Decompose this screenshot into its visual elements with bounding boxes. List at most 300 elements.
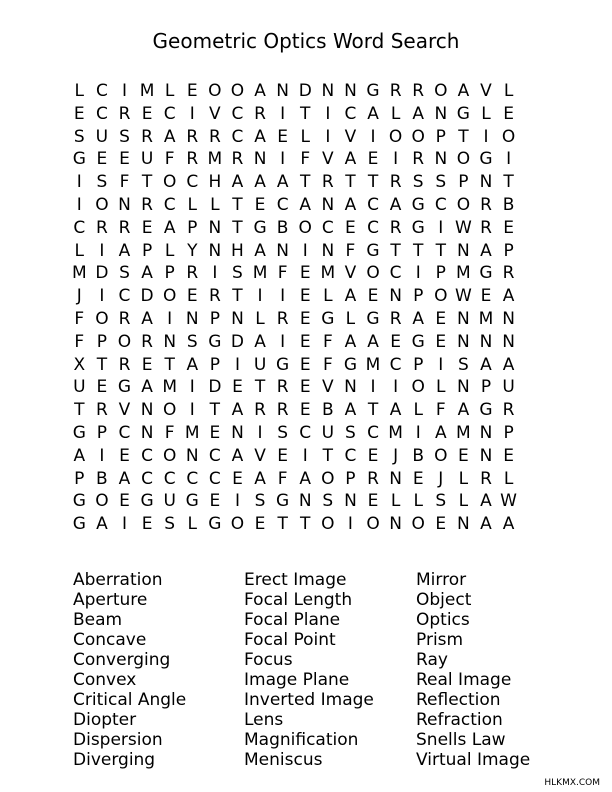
word-list-item: Snells Law	[416, 730, 506, 750]
word-list-item: Virtual Image	[416, 750, 531, 770]
grid-letter: R	[141, 126, 153, 147]
grid-letter: E	[141, 217, 153, 238]
grid-letter: O	[456, 194, 471, 215]
grid-letter: H	[231, 240, 244, 261]
grid-letter: L	[390, 103, 401, 124]
grid-letter: O	[95, 308, 109, 329]
grid-letter: L	[345, 308, 356, 329]
grid-letter: M	[388, 422, 403, 443]
word-list-item: Optics	[416, 610, 470, 630]
grid-letter: A	[254, 126, 266, 147]
grid-letter: A	[344, 286, 357, 307]
word-list-item: Converging	[73, 650, 171, 670]
grid-row	[68, 490, 520, 513]
grid-letter: R	[231, 149, 244, 170]
grid-letter: R	[276, 308, 289, 329]
grid-letter: A	[141, 263, 153, 284]
grid-row	[68, 148, 520, 171]
grid-row	[68, 103, 520, 126]
grid-letter: R	[502, 400, 515, 421]
grid-row	[68, 171, 520, 194]
grid-letter: C	[95, 103, 108, 124]
grid-letter: A	[389, 400, 402, 421]
grid-letter: N	[502, 308, 515, 329]
grid-letter: N	[344, 491, 357, 512]
grid-letter: E	[345, 217, 356, 238]
grid-letter: P	[96, 422, 108, 443]
grid-letter: E	[119, 445, 130, 466]
grid-letter: A	[344, 194, 357, 215]
grid-letter: N	[118, 194, 131, 215]
grid-letter: E	[480, 286, 492, 307]
grid-letter: A	[254, 172, 266, 193]
grid-letter: N	[298, 491, 312, 512]
grid-letter: I	[280, 331, 286, 352]
grid-letter: I	[415, 422, 421, 443]
grid-letter: N	[321, 81, 335, 101]
grid-letter: N	[185, 308, 199, 329]
grid-letter: T	[96, 354, 108, 375]
word-list-column-1	[73, 570, 244, 770]
grid-letter: A	[367, 331, 379, 352]
grid-letter: E	[299, 377, 311, 398]
grid-letter: C	[231, 126, 244, 147]
grid-letter: L	[481, 103, 491, 124]
grid-letter: E	[141, 103, 153, 124]
grid-letter: P	[413, 286, 424, 307]
grid-letter: C	[95, 81, 108, 101]
grid-letter: I	[99, 240, 105, 261]
grid-letter: A	[96, 514, 108, 535]
grid-letter: B	[502, 194, 515, 215]
grid-letter: S	[457, 354, 469, 375]
grid-letter: T	[367, 400, 379, 421]
grid-letter: N	[389, 514, 402, 535]
grid-letter: R	[118, 217, 131, 238]
grid-letter: O	[388, 126, 403, 147]
grid-letter: A	[231, 172, 244, 193]
grid-letter: N	[344, 377, 357, 398]
grid-letter: T	[300, 172, 311, 193]
grid-letter: P	[458, 172, 469, 193]
grid-letter: R	[186, 263, 199, 284]
grid-letter: O	[162, 286, 177, 307]
grid-letter: N	[457, 514, 470, 535]
grid-letter: O	[434, 81, 448, 101]
grid-letter: N	[321, 194, 335, 215]
grid-letter: E	[186, 286, 198, 307]
grid-letter: F	[277, 468, 288, 489]
grid-letter: B	[321, 400, 334, 421]
grid-letter: A	[412, 103, 425, 124]
grid-letter: F	[164, 149, 175, 170]
grid-row	[68, 331, 520, 354]
grid-letter: G	[140, 491, 154, 512]
grid-row	[68, 354, 520, 377]
grid-letter: I	[76, 172, 82, 193]
grid-letter: W	[454, 217, 472, 238]
grid-letter: B	[276, 217, 289, 238]
grid-letter: N	[231, 422, 244, 443]
grid-letter: R	[118, 308, 131, 329]
grid-letter: F	[322, 331, 333, 352]
grid-letter: G	[185, 491, 199, 512]
grid-letter: A	[231, 445, 244, 466]
grid-letter: G	[479, 400, 493, 421]
grid-letter: L	[436, 377, 446, 398]
grid-letter: T	[300, 514, 311, 535]
grid-letter: S	[435, 172, 447, 193]
grid-letter: D	[208, 377, 222, 398]
grid-letter: E	[435, 308, 447, 329]
grid-letter: F	[74, 308, 85, 329]
grid-letter: L	[210, 194, 220, 215]
grid-letter: G	[208, 514, 222, 535]
grid-letter: N	[208, 240, 222, 261]
grid-letter: S	[96, 172, 108, 193]
grid-letter: L	[503, 468, 514, 489]
grid-letter: M	[320, 263, 336, 284]
grid-letter: L	[74, 240, 85, 261]
grid-letter: F	[119, 172, 130, 193]
grid-letter: R	[389, 81, 402, 101]
grid-letter: E	[141, 514, 153, 535]
grid-letter: E	[141, 354, 153, 375]
grid-letter: B	[412, 445, 425, 466]
grid-letter: A	[118, 468, 131, 489]
grid-letter: F	[277, 263, 288, 284]
grid-letter: A	[254, 240, 266, 261]
grid-letter: E	[503, 445, 514, 466]
grid-letter: C	[367, 217, 379, 238]
grid-letter: M	[456, 422, 471, 443]
grid-letter: S	[119, 126, 130, 147]
grid-letter: R	[118, 354, 131, 375]
grid-letter: A	[141, 308, 153, 329]
word-list-column-2	[244, 570, 416, 770]
word-list-item: Ray	[416, 650, 448, 670]
grid-letter: O	[95, 491, 109, 512]
grid-letter: N	[479, 172, 493, 193]
grid-letter: I	[121, 81, 127, 101]
grid-letter: A	[118, 240, 131, 261]
grid-letter: O	[366, 263, 380, 284]
grid-letter: R	[480, 468, 492, 489]
grid-letter: I	[506, 149, 512, 170]
grid-letter: T	[322, 445, 334, 466]
grid-letter: N	[434, 149, 448, 170]
grid-letter: P	[74, 468, 85, 489]
grid-letter: I	[189, 377, 195, 398]
grid-letter: O	[434, 286, 448, 307]
grid-letter: C	[186, 172, 199, 193]
grid-letter: R	[141, 331, 153, 352]
grid-row	[68, 262, 520, 285]
grid-letter: N	[163, 331, 177, 352]
grid-row	[68, 445, 520, 468]
word-list-item: Focus	[244, 650, 293, 670]
grid-letter: A	[502, 514, 515, 535]
word-list-item: Lens	[244, 710, 284, 730]
grid-letter: M	[162, 377, 177, 398]
grid-letter: I	[438, 217, 444, 238]
grid-row	[68, 285, 520, 308]
grid-letter: A	[344, 331, 357, 352]
grid-letter: R	[321, 172, 334, 193]
grid-letter: M	[456, 263, 471, 284]
grid-letter: I	[438, 354, 444, 375]
word-list-item: Diopter	[73, 710, 137, 730]
grid-letter: E	[232, 377, 243, 398]
grid-letter: C	[389, 354, 402, 375]
grid-letter: V	[322, 149, 334, 170]
grid-letter: N	[321, 240, 335, 261]
grid-letter: I	[302, 240, 308, 261]
grid-letter: C	[276, 194, 289, 215]
grid-letter: V	[344, 126, 357, 147]
grid-letter: L	[323, 286, 333, 307]
grid-letter: G	[72, 514, 86, 535]
grid-letter: N	[276, 81, 289, 101]
grid-letter: I	[370, 377, 376, 398]
grid-letter: N	[140, 400, 154, 421]
grid-letter: E	[503, 217, 514, 238]
grid-row	[68, 80, 520, 103]
grid-letter: I	[393, 149, 399, 170]
grid-letter: A	[254, 331, 266, 352]
grid-letter: S	[277, 422, 289, 443]
grid-letter: R	[208, 286, 221, 307]
grid-letter: W	[454, 286, 472, 307]
grid-letter: R	[186, 149, 199, 170]
grid-letter: U	[321, 422, 335, 443]
grid-letter: G	[456, 103, 470, 124]
grid-letter: G	[411, 217, 425, 238]
grid-letter: N	[344, 81, 357, 101]
grid-letter: T	[74, 400, 85, 421]
word-list-item: Diverging	[73, 750, 156, 770]
grid-letter: U	[253, 354, 267, 375]
grid-letter: G	[117, 377, 132, 398]
grid-letter: L	[255, 308, 265, 329]
grid-letter: U	[163, 491, 176, 512]
grid-letter: S	[322, 491, 334, 512]
grid-letter: I	[280, 103, 286, 124]
grid-letter: T	[345, 172, 356, 193]
grid-letter: O	[411, 377, 425, 398]
word-list-item: Convex	[73, 670, 137, 690]
grid-letter: D	[95, 263, 109, 284]
grid-letter: E	[299, 354, 311, 375]
word-list-item: Object	[416, 590, 472, 610]
grid-letter: G	[72, 491, 86, 512]
grid-letter: I	[99, 445, 105, 466]
grid-letter: A	[276, 172, 289, 193]
grid-letter: A	[367, 103, 379, 124]
grid-letter: T	[458, 126, 469, 147]
grid-letter: L	[390, 491, 401, 512]
grid-letter: N	[457, 308, 470, 329]
grid-letter: G	[411, 331, 425, 352]
grid-letter: I	[325, 103, 331, 124]
grid-letter: R	[412, 149, 425, 170]
grid-letter: I	[234, 491, 240, 512]
grid-letter: N	[140, 422, 154, 443]
grid-letter: M	[252, 263, 268, 284]
grid-letter: A	[344, 149, 357, 170]
grid-letter: R	[276, 400, 289, 421]
grid-letter: D	[230, 331, 244, 352]
grid-letter: L	[187, 514, 197, 535]
grid-letter: A	[73, 445, 86, 466]
grid-letter: C	[163, 103, 176, 124]
grid-letter: E	[186, 81, 198, 101]
grid-letter: L	[164, 81, 175, 101]
grid-letter: A	[186, 354, 199, 375]
grid-letter: G	[208, 331, 222, 352]
grid-letter: P	[96, 331, 108, 352]
grid-letter: E	[119, 149, 130, 170]
grid-letter: E	[277, 445, 289, 466]
grid-row	[68, 240, 520, 263]
grid-letter: G	[366, 81, 380, 101]
grid-letter: R	[186, 126, 199, 147]
grid-letter: A	[502, 286, 515, 307]
grid-letter: U	[95, 126, 109, 147]
word-list	[73, 570, 546, 770]
grid-letter: O	[230, 514, 245, 535]
grid-letter: I	[76, 194, 82, 215]
grid-letter: T	[141, 172, 153, 193]
grid-letter: C	[434, 194, 447, 215]
grid-letter: O	[117, 331, 132, 352]
grid-letter: C	[208, 445, 221, 466]
grid-letter: I	[415, 263, 421, 284]
grid-letter: E	[503, 103, 514, 124]
grid-letter: A	[299, 468, 312, 489]
grid-letter: F	[345, 240, 356, 261]
grid-letter: O	[434, 445, 448, 466]
letter-grid	[68, 80, 520, 536]
grid-letter: S	[412, 172, 424, 193]
word-list-item: Real Image	[416, 670, 512, 690]
grid-letter: N	[479, 331, 493, 352]
grid-letter: C	[208, 468, 221, 489]
grid-letter: U	[502, 377, 515, 398]
page-title: Geometric Optics Word Search	[152, 29, 460, 53]
grid-letter: C	[141, 468, 154, 489]
grid-letter: G	[479, 263, 493, 284]
grid-letter: T	[232, 217, 243, 238]
grid-letter: E	[299, 400, 311, 421]
grid-letter: G	[366, 240, 380, 261]
word-list-item: Magnification	[244, 730, 359, 750]
grid-letter: A	[231, 400, 244, 421]
word-list-item: Refraction	[416, 710, 503, 730]
grid-letter: N	[502, 331, 515, 352]
grid-letter: N	[389, 286, 402, 307]
grid-letter: F	[74, 331, 85, 352]
grid-letter: A	[389, 194, 402, 215]
grid-letter: A	[480, 240, 492, 261]
grid-letter: T	[300, 103, 311, 124]
grid-letter: M	[71, 263, 87, 284]
grid-letter: S	[232, 263, 243, 284]
grid-letter: P	[413, 354, 424, 375]
word-list-item: Prism	[416, 630, 464, 650]
grid-letter: E	[367, 286, 379, 307]
grid-letter: R	[389, 217, 402, 238]
grid-letter: C	[186, 468, 199, 489]
grid-letter: N	[434, 103, 448, 124]
grid-letter: F	[300, 149, 311, 170]
grid-letter: R	[367, 468, 379, 489]
grid-letter: O	[321, 468, 335, 489]
grid-letter: N	[389, 468, 402, 489]
grid-letter: L	[458, 491, 469, 512]
grid-letter: R	[95, 217, 108, 238]
grid-letter: L	[458, 468, 469, 489]
grid-letter: O	[411, 126, 425, 147]
grid-letter: G	[321, 308, 335, 329]
grid-letter: A	[480, 354, 492, 375]
grid-letter: C	[367, 422, 379, 443]
grid-letter: M	[365, 354, 381, 375]
grid-letter: P	[503, 240, 514, 261]
grid-letter: I	[280, 149, 286, 170]
grid-letter: V	[118, 400, 131, 421]
grid-letter: C	[73, 217, 86, 238]
grid-letter: F	[164, 422, 175, 443]
grid-letter: C	[299, 422, 312, 443]
grid-letter: E	[435, 331, 447, 352]
grid-letter: V	[209, 103, 221, 124]
site-credit: HLKMX.COM	[544, 778, 600, 788]
grid-letter: R	[276, 377, 289, 398]
grid-letter: T	[503, 172, 514, 193]
word-list-item: Meniscus	[244, 750, 323, 770]
grid-letter: D	[140, 286, 154, 307]
grid-letter: P	[209, 354, 220, 375]
word-list-item: Concave	[73, 630, 147, 650]
grid-letter: F	[435, 400, 446, 421]
grid-letter: E	[73, 103, 85, 124]
grid-letter: I	[257, 286, 263, 307]
grid-letter: A	[163, 217, 176, 238]
grid-letter: A	[480, 491, 492, 512]
grid-letter: E	[119, 491, 130, 512]
grid-row	[68, 126, 520, 149]
grid-letter: L	[187, 194, 197, 215]
grid-letter: E	[96, 377, 108, 398]
grid-letter: E	[367, 149, 379, 170]
grid-letter: E	[232, 468, 243, 489]
grid-letter: R	[254, 103, 266, 124]
grid-letter: O	[162, 445, 177, 466]
grid-letter: J	[438, 468, 444, 489]
grid-letter: P	[187, 217, 198, 238]
word-list-item: Dispersion	[73, 730, 163, 750]
grid-letter: M	[478, 308, 494, 329]
grid-letter: G	[479, 149, 493, 170]
word-list-item: Focal Length	[244, 590, 353, 610]
grid-row	[68, 513, 520, 536]
grid-letter: T	[232, 194, 243, 215]
grid-letter: C	[321, 217, 334, 238]
grid-letter: R	[254, 400, 266, 421]
grid-letter: C	[231, 103, 244, 124]
grid-letter: F	[322, 354, 333, 375]
